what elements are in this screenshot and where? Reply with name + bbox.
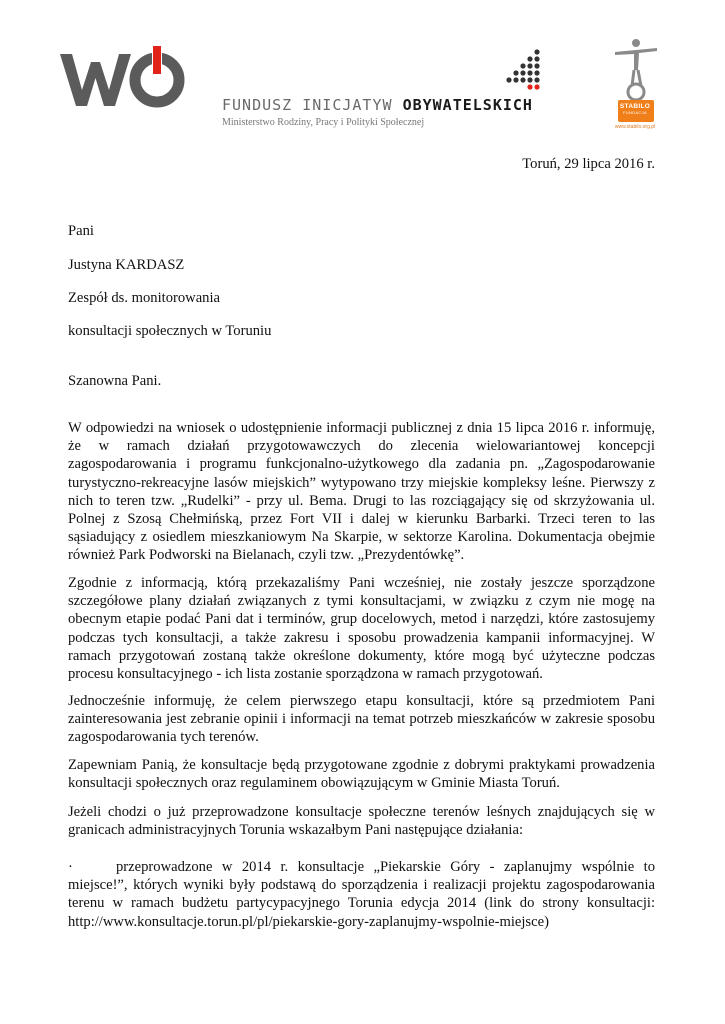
recipient-line: konsultacji społecznych w Toruniu <box>68 323 272 339</box>
body-paragraph: Zapewniam Panią, że konsultacje będą przygotowane zgodnie z dobrymi praktykami prowadzenia konsultacji społecznych oraz regulaminem obowiązującym w Gminie Miasta Toruń. <box>68 757 655 792</box>
body-paragraph: Zgodnie z informacją, którą przekazaliśmy Pani wcześniej, nie zostały jeszcze sporządzone szczegółowe plany działań związanych z tymi konsultacjami, w związku z czym nie mogę na obecnym etapie podać Pani dat i terminów, grup docelowych, metod i narzędzi, które zastosujemy podczas tych konsultacji, a także zakresu i sposobu prowadzenia kampanii informacyjnej. W ramach przygotowań zostaną także określone dokumenty, które mogą być użyteczne podczas procesu konsultacyjnego - ich lista zostanie sporządzona w ramach przygotowań. <box>68 575 655 683</box>
salutation: Szanowna Pani. <box>68 373 162 389</box>
stabilo-name: STABILO FUNDACJA <box>619 103 651 115</box>
recipient-line: Justyna KARDASZ <box>68 257 185 273</box>
wo-logo <box>58 44 188 114</box>
bullet-marker: · <box>68 859 73 875</box>
body-paragraph: W odpowiedzi na wniosek o udostępnienie informacji publicznej z dnia 15 lipca 2016 r. informuję, że w ramach działań przygotowawczych do zlecenia wielowariantowej koncepcji zagospodarowania i programu funkcjonalno-użytkowego dla zadania pn. „Zagospodarowanie turystyczno-rekreacyjne lasów miejskich” wytypowano trzy miejskie kompleksy leśne. Pierwszy z nich to teren tzw. „Rudelki” - przy ul. Bema. Drugi to las rozciągający się od skrzyżowania ul. Polnej z Szosą Chełmińską, przez Fort VII i dalej w kierunku Barbarki. Trzeci teren to las sąsiadujący z osiedlem mieszkaniowym Na Skarpie, w sektorze Karolina. Dokumentacja obejmie również Park Podworski na Bielanach, czyli tzw. „Prezydentówkę”. <box>68 420 655 564</box>
bullet-item <box>68 858 655 931</box>
recipient-line: Pani <box>68 223 94 239</box>
fio-subtitle: Ministerstwo Rodziny, Pracy i Polityki Społecznej <box>222 117 425 128</box>
body-paragraph: Jeżeli chodzi o już przeprowadzone konsultacje społeczne terenów leśnych znajdujących się w granicach administracyjnych Torunia wskazałbym Pani następujące działania: <box>68 804 655 839</box>
recipient-line: Zespół ds. monitorowania <box>68 290 220 306</box>
fio-title: FUNDUSZ INICJATYW OBYWATELSKICH <box>222 96 533 114</box>
letter-date: Toruń, 29 lipca 2016 r. <box>522 156 655 172</box>
body-paragraph: Jednocześnie informuję, że celem pierwszego etapu konsultacji, które są przedmiotem Pani zainteresowania jest zebranie opinii i informacji na temat potrzeb mieszkańców w zakresie sposobu zagospodarowania tych terenów. <box>68 693 655 746</box>
stabilo-logo <box>605 34 667 134</box>
stabilo-url: www.stabilo.org.pl <box>614 124 656 130</box>
bullet-text: przeprowadzone w 2014 r. konsultacje „Piekarskie Góry - zaplanujmy wspólnie to miejsce!”, których wyniki były podstawą do sporządzenia i realizacji projektu zagospodarowania terenu w ramach budżetu partycypacyjnego Torunia edycja 2014 (link do strony konsultacji: http://www.konsultacje.torun.pl/pl/piekarskie-gory-zaplanujmy-wspolnie-miejsce) <box>68 859 655 930</box>
